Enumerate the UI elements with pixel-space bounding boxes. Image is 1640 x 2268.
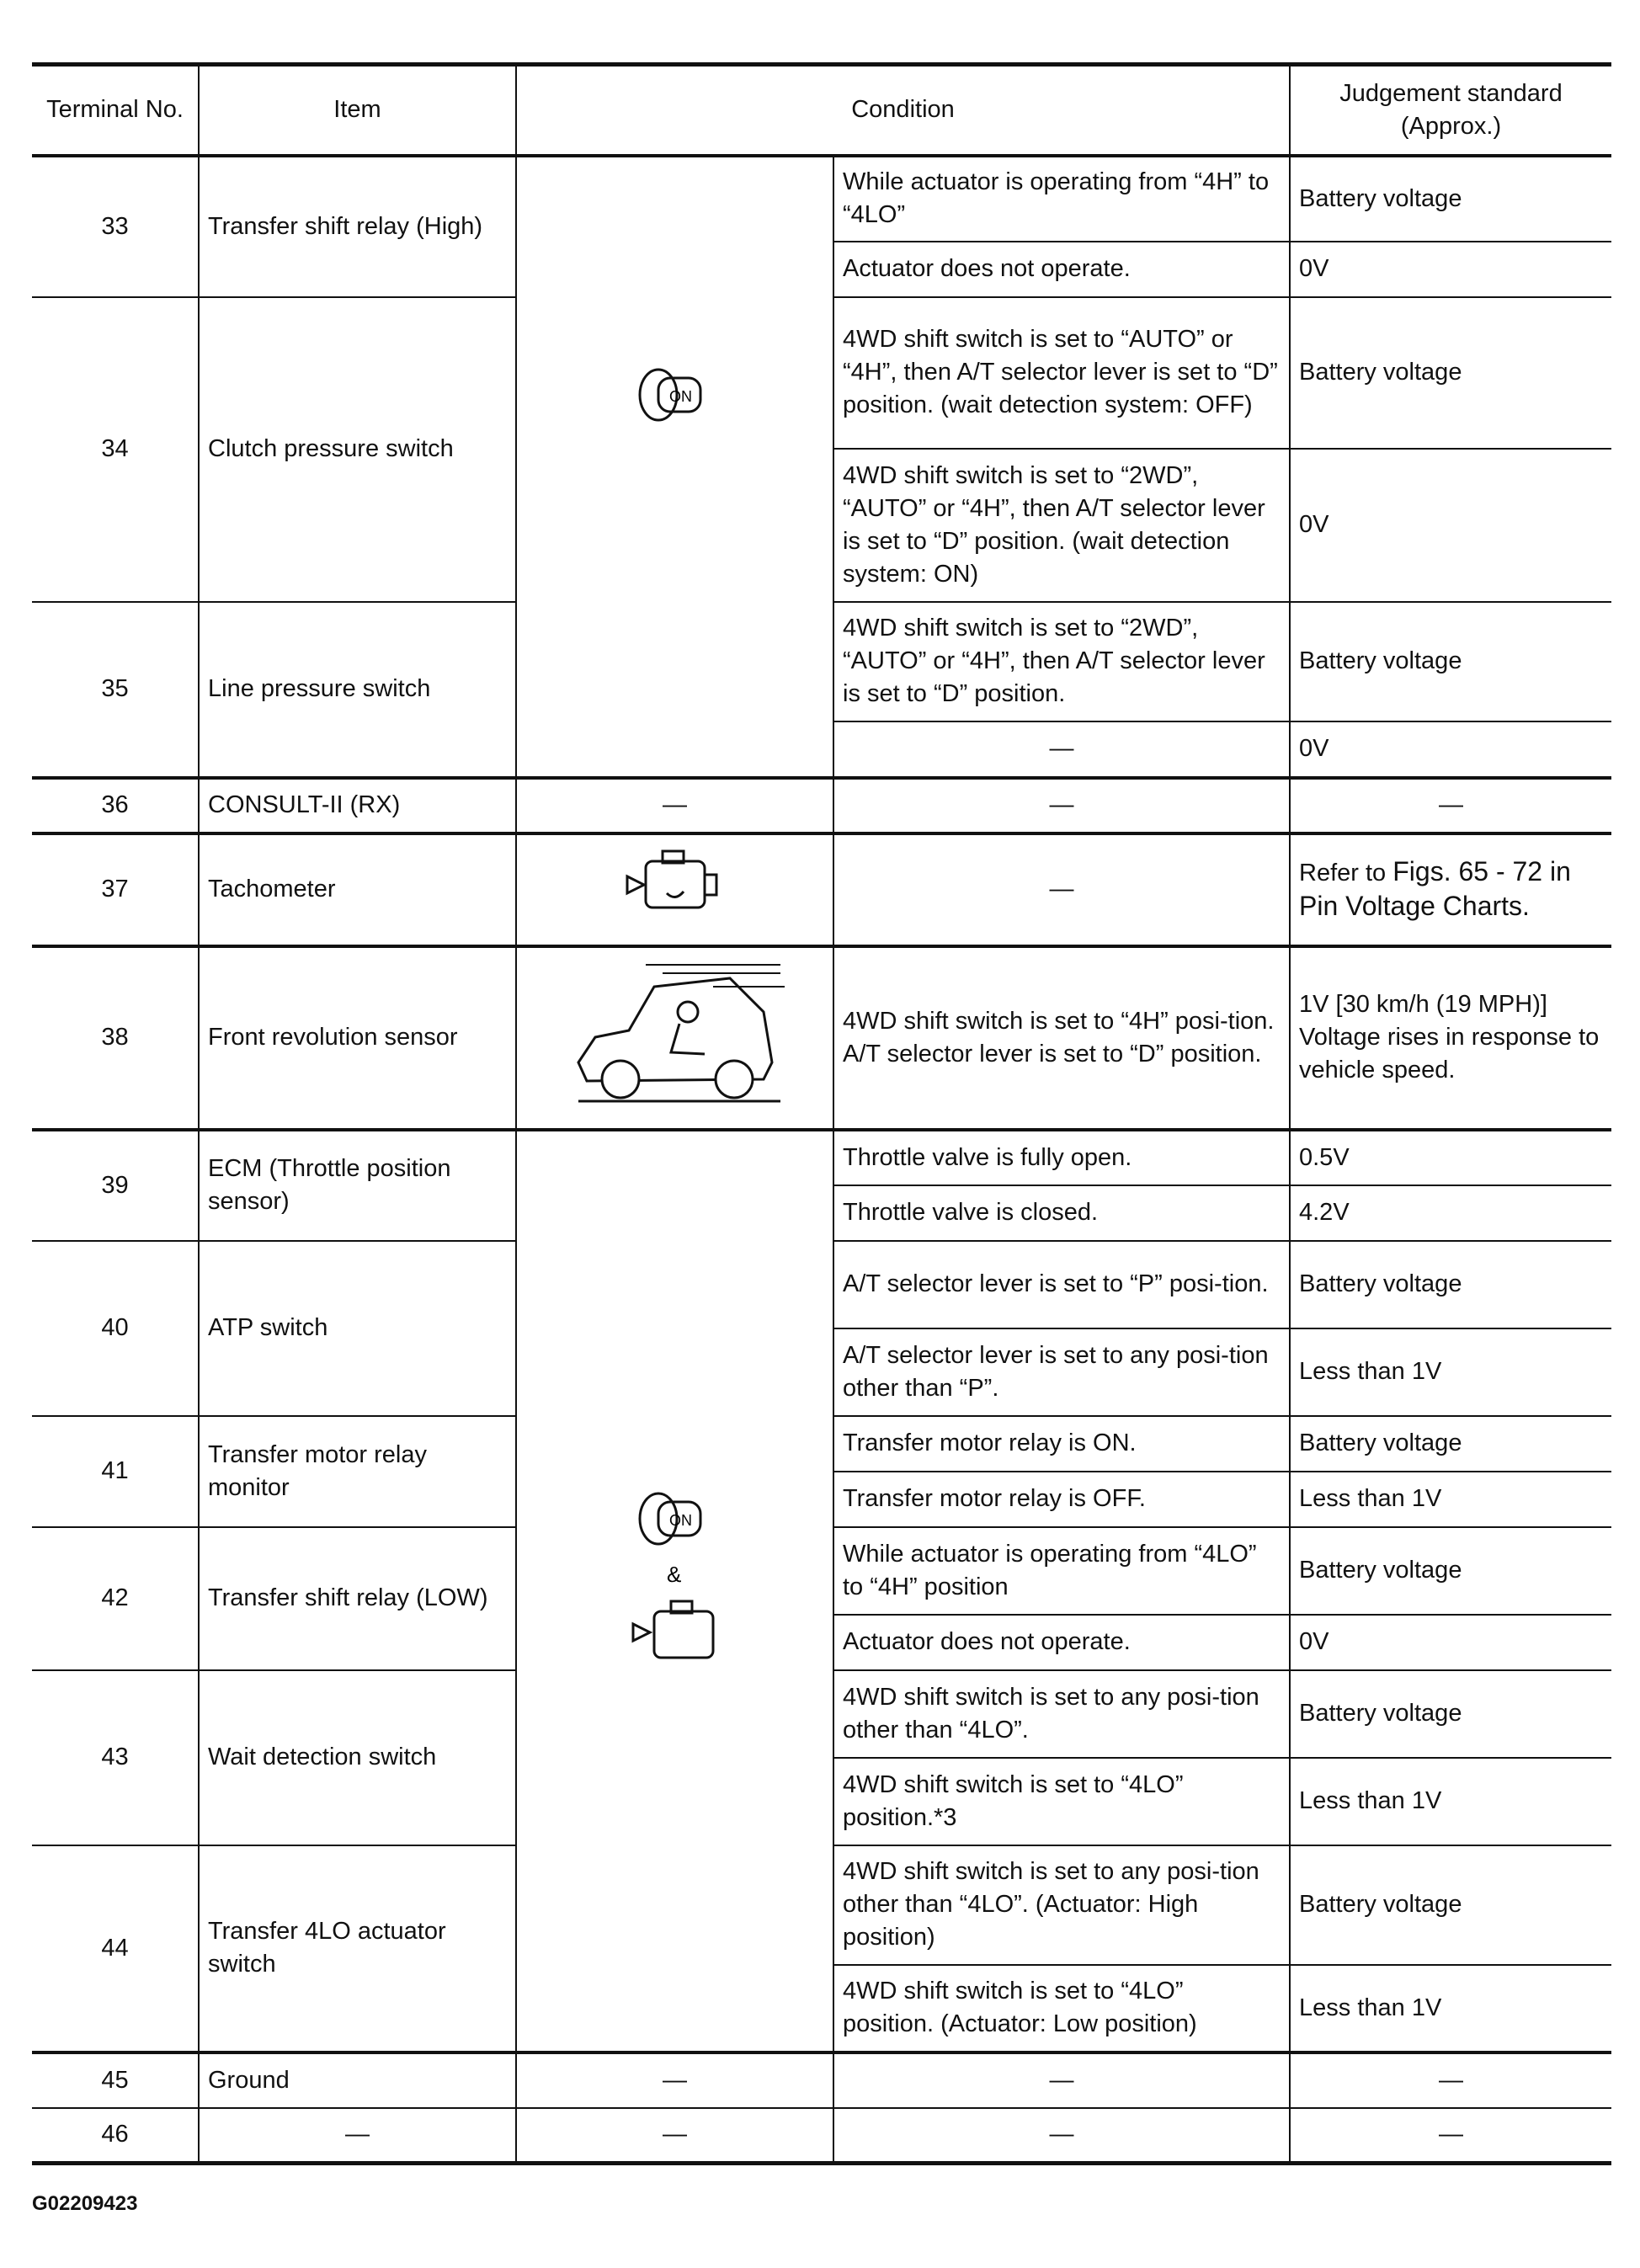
cond-41-1: Transfer motor relay is ON. xyxy=(833,1416,1290,1472)
judge-33-2: 0V xyxy=(1290,242,1611,297)
cond-39-1: Throttle valve is fully open. xyxy=(833,1130,1290,1185)
header-judgement: Judgement standard (Approx.) xyxy=(1290,65,1611,156)
terminal-34: 34 xyxy=(32,297,199,602)
judge-45: — xyxy=(1290,2052,1611,2108)
cond-41-2: Transfer motor relay is OFF. xyxy=(833,1472,1290,1527)
cond-39-2: Throttle valve is closed. xyxy=(833,1185,1290,1241)
terminal-44: 44 xyxy=(32,1845,199,2052)
icon-37 xyxy=(516,833,833,946)
terminal-33: 33 xyxy=(32,156,199,297)
judge-38: 1V [30 km/h (19 MPH)] Voltage rises in response to vehicle speed. xyxy=(1290,946,1611,1130)
terminal-table-sheet xyxy=(32,62,1611,2165)
item-43: Wait detection switch xyxy=(199,1670,516,1845)
icon-group-ign-engine-2 xyxy=(516,1130,833,2052)
cond-43-1: 4WD shift switch is set to any posi-tion other than “4LO”. xyxy=(833,1670,1290,1758)
header-item: Item xyxy=(199,65,516,156)
terminal-41: 41 xyxy=(32,1416,199,1527)
terminal-37: 37 xyxy=(32,833,199,946)
item-35: Line pressure switch xyxy=(199,602,516,777)
terminal-36: 36 xyxy=(32,778,199,833)
terminal-38: 38 xyxy=(32,946,199,1130)
figure-code: G02209423 xyxy=(32,2192,138,2215)
cond-40-2: A/T selector lever is set to any posi-tion other than “P”. xyxy=(833,1328,1290,1416)
item-38: Front revolution sensor xyxy=(199,946,516,1130)
judge-36: — xyxy=(1290,778,1611,833)
terminal-39: 39 xyxy=(32,1130,199,1241)
cond-35-2: — xyxy=(833,721,1290,777)
terminal-45: 45 xyxy=(32,2052,199,2108)
cond-34-1: 4WD shift switch is set to “AUTO” or “4H”, then A/T selector lever is set to “D” position. (wait detection system: OFF) xyxy=(833,297,1290,449)
item-40: ATP switch xyxy=(199,1241,516,1416)
judge-44-1: Battery voltage xyxy=(1290,1845,1611,1965)
item-39: ECM (Throttle position sensor) xyxy=(199,1130,516,1241)
cond-45: — xyxy=(833,2052,1290,2108)
judge-42-1: Battery voltage xyxy=(1290,1527,1611,1615)
cond-35-1: 4WD shift switch is set to “2WD”, “AUTO” or “4H”, then A/T selector lever is set to “D” position. xyxy=(833,602,1290,721)
cond-44-2: 4WD shift switch is set to “4LO” position. (Actuator: Low position) xyxy=(833,1965,1290,2052)
icon-45: — xyxy=(516,2052,833,2108)
item-44: Transfer 4LO actuator switch xyxy=(199,1845,516,2052)
judge-35-2: 0V xyxy=(1290,721,1611,777)
item-46: — xyxy=(199,2108,516,2164)
item-34: Clutch pressure switch xyxy=(199,297,516,602)
terminal-table-part2 xyxy=(32,776,1611,2166)
cond-36: — xyxy=(833,778,1290,833)
cond-43-2: 4WD shift switch is set to “4LO” position.*3 xyxy=(833,1758,1290,1845)
item-33: Transfer shift relay (High) xyxy=(199,156,516,297)
judge-39-1: 0.5V xyxy=(1290,1130,1611,1185)
cond-33-2: Actuator does not operate. xyxy=(833,242,1290,297)
terminal-35: 35 xyxy=(32,602,199,777)
cond-33-1: While actuator is operating from “4H” to “4LO” xyxy=(833,156,1290,242)
judge-37-prefix: Refer to xyxy=(1299,859,1387,886)
cond-44-1: 4WD shift switch is set to any posi-tion other than “4LO”. (Actuator: High position) xyxy=(833,1845,1290,1965)
judge-40-1: Battery voltage xyxy=(1290,1241,1611,1328)
svg-text:&: & xyxy=(666,1562,681,1587)
cond-46: — xyxy=(833,2108,1290,2164)
cond-40-1: A/T selector lever is set to “P” posi-tion. xyxy=(833,1241,1290,1328)
cond-42-2: Actuator does not operate. xyxy=(833,1615,1290,1670)
header-terminal: Terminal No. xyxy=(32,65,199,156)
judge-40-2: Less than 1V xyxy=(1290,1328,1611,1416)
judge-44-2: Less than 1V xyxy=(1290,1965,1611,2052)
judge-46: — xyxy=(1290,2108,1611,2164)
item-36: CONSULT-II (RX) xyxy=(199,778,516,833)
ignition-engine-icon xyxy=(616,1485,734,1687)
vehicle-driving-icon xyxy=(562,953,789,1113)
terminal-table xyxy=(32,62,1611,778)
engine-running-icon xyxy=(620,843,730,927)
cond-34-2: 4WD shift switch is set to “2WD”, “AUTO” or “4H”, then A/T selector lever is set to “D” position. (wait detection system: ON) xyxy=(833,449,1290,602)
icon-36: — xyxy=(516,778,833,833)
cond-38: 4WD shift switch is set to “4H” posi-tion. A/T selector lever is set to “D” position. xyxy=(833,946,1290,1130)
header-condition: Condition xyxy=(516,65,1290,156)
judge-37 xyxy=(1290,833,1611,946)
judge-34-2: 0V xyxy=(1290,449,1611,602)
ignition-key-on-icon xyxy=(616,361,734,563)
judge-43-2: Less than 1V xyxy=(1290,1758,1611,1845)
cond-37: — xyxy=(833,833,1290,946)
judge-39-2: 4.2V xyxy=(1290,1185,1611,1241)
judge-41-1: Battery voltage xyxy=(1290,1416,1611,1472)
item-41: Transfer motor relay monitor xyxy=(199,1416,516,1527)
item-37: Tachometer xyxy=(199,833,516,946)
terminal-46: 46 xyxy=(32,2108,199,2164)
item-42: Transfer shift relay (LOW) xyxy=(199,1527,516,1670)
icon-46: — xyxy=(516,2108,833,2164)
judge-37-ref: Figs. 65 - 72 in Pin Voltage Charts. xyxy=(1299,855,1571,921)
icon-group-ign-engine-1 xyxy=(516,156,833,777)
judge-33-1: Battery voltage xyxy=(1290,156,1611,242)
icon-38 xyxy=(516,946,833,1130)
terminal-43: 43 xyxy=(32,1670,199,1845)
judge-35-1: Battery voltage xyxy=(1290,602,1611,721)
judge-42-2: 0V xyxy=(1290,1615,1611,1670)
terminal-42: 42 xyxy=(32,1527,199,1670)
terminal-40: 40 xyxy=(32,1241,199,1416)
svg-text:ON: ON xyxy=(668,1512,692,1529)
judge-41-2: Less than 1V xyxy=(1290,1472,1611,1527)
cond-42-1: While actuator is operating from “4LO” to “4H” position xyxy=(833,1527,1290,1615)
svg-text:ON: ON xyxy=(668,387,692,405)
judge-43-1: Battery voltage xyxy=(1290,1670,1611,1758)
item-45: Ground xyxy=(199,2052,516,2108)
judge-34-1: Battery voltage xyxy=(1290,297,1611,449)
